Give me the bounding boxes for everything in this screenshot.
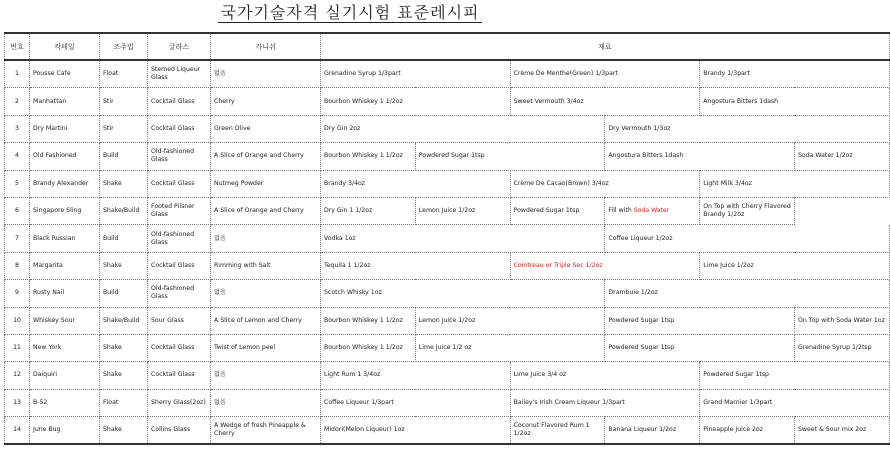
cell-ingredient: Lime Juice 1/2oz (700, 252, 890, 279)
header-garnish: 가니쉬 (211, 33, 321, 60)
cell-method: Float (100, 389, 148, 416)
cell-name: Dry Martini (30, 115, 100, 142)
cell-no: 5 (5, 170, 30, 197)
table-row (5, 334, 890, 361)
cell-name: Brandy Alexander (30, 170, 100, 197)
cell-glass: Cocktail Glass (148, 362, 211, 389)
cell-ingredient: Dry Vermouth 1/3oz (605, 115, 889, 142)
cell-ingredient: Sweet Vermouth 3/4oz (510, 88, 700, 115)
cell-glass: Old-fashioned Glass (148, 280, 211, 307)
cell-ingredient: Bourbon Whiskey 1 1/2oz (321, 88, 511, 115)
cell-glass: Stemed Liqueur Glass (148, 60, 211, 88)
cell-garnish: Green Olive (211, 115, 321, 142)
cell-name: Old Fashioned (30, 143, 100, 170)
cell-name: B-52 (30, 389, 100, 416)
cell-ingredient: Crème De Cacao(Brown) 3/4oz (510, 170, 700, 197)
cell-glass: Cocktail Glass (148, 88, 211, 115)
cell-method: Build (100, 143, 148, 170)
cell-name: Whiskey Sour (30, 307, 100, 334)
cell-glass: Sour Glass (148, 307, 211, 334)
cell-name: Pousse Cafe (30, 60, 100, 88)
cell-glass: Footed Pilsner Glass (148, 197, 211, 224)
recipe-table (4, 32, 890, 445)
table-row (5, 197, 890, 224)
cell-no: 3 (5, 115, 30, 142)
cell-ingredient: Pineapple Juice 2oz (700, 417, 795, 445)
cell-name: Margarita (30, 252, 100, 279)
cell-no: 7 (5, 225, 30, 252)
cell-no: 9 (5, 280, 30, 307)
cell-ingredient: Coffee Liqueur 1/3part (321, 389, 511, 416)
cell-ingredient: Bourbon Whiskey 1 1/2oz (321, 334, 416, 361)
table-row (5, 307, 890, 334)
header-name: 칵테일 (30, 33, 100, 60)
header-method: 조주법 (100, 33, 148, 60)
cell-ingredient: Powdered Sugar 1tsp (415, 143, 605, 170)
cell-ingredient: Coffee Liqueur 1/2oz (605, 225, 889, 252)
cell-no: 13 (5, 389, 30, 416)
cell-ingredient: Scotch Whisky 1oz (321, 280, 605, 307)
cell-no: 8 (5, 252, 30, 279)
cell-ingredient: Soda Water 1/2oz (794, 143, 889, 170)
header-row (5, 33, 890, 60)
cell-glass: Old-fashioned Glass (148, 143, 211, 170)
cell-ingredient: Grand Marnier 1/3part (700, 389, 890, 416)
cell-ingredient: On Top with Cherry Flavored Brandy 1/2oz (700, 197, 795, 224)
cell-ingredient: Drambuie 1/2oz (605, 280, 889, 307)
cell-ingredient: Bailey's Irish Cream Liqueur 1/3part (510, 389, 700, 416)
cell-no: 10 (5, 307, 30, 334)
cell-ingredient: Powdered Sugar 1tsp (605, 307, 795, 334)
cell-garnish: 없음 (211, 225, 321, 252)
cell-method: Build (100, 280, 148, 307)
cell-glass: Old-fashioned Glass (148, 225, 211, 252)
cell-ingredient: Powdered Sugar 1tsp (510, 197, 605, 224)
cell-garnish: A Slice of Lemon and Cherry (211, 307, 321, 334)
cell-ingredient: Lemon Juice 1/2oz (415, 307, 605, 334)
cell-ingredient: Vodka 1oz (321, 225, 605, 252)
cell-ingredient: Fill with Soda Water (605, 197, 700, 224)
cell-ingredient: Bourbon Whiskey 1 1/2oz (321, 307, 416, 334)
cell-no: 1 (5, 60, 30, 88)
cell-ingredient: Grenadine Syrup 1/3part (321, 60, 511, 88)
cell-ingredient: On Top with Soda Water 1oz (794, 307, 889, 334)
cell-glass: Cocktail Glass (148, 334, 211, 361)
cell-method: Stir (100, 88, 148, 115)
cell-ingredient: Bourbon Whiskey 1 1/2oz (321, 143, 416, 170)
header-glass: 글라스 (148, 33, 211, 60)
cell-garnish: A Slice of Orange and Cherry (211, 197, 321, 224)
cell-no: 2 (5, 88, 30, 115)
cell-ingredient: Tequila 1 1/2oz (321, 252, 511, 279)
cell-name: Rusty Nail (30, 280, 100, 307)
cell-ingredient: Brandy 3/4oz (321, 170, 511, 197)
table-row (5, 60, 890, 88)
table-row (5, 88, 890, 115)
cell-ingredient: Lime Juice 1/2 oz (415, 334, 605, 361)
cell-method: Shake (100, 334, 148, 361)
cell-glass: Sherry Glass(2oz) (148, 389, 211, 416)
cell-garnish: A Slice of Orange and Cherry (211, 143, 321, 170)
cell-method: Shake (100, 362, 148, 389)
cell-garnish: A Wedge of fresh Pineapple & Cherry (211, 417, 321, 445)
table-row (5, 389, 890, 416)
table-row (5, 143, 890, 170)
cell-no: 6 (5, 197, 30, 224)
table-row (5, 170, 890, 197)
cell-method: Build (100, 225, 148, 252)
cell-ingredient: Sweet & Sour mix 2oz (794, 417, 889, 445)
cell-method: Shake/Build (100, 197, 148, 224)
cell-name: Singapore Sling (30, 197, 100, 224)
cell-ingredient: Crème De Menthe(Green) 1/3part (510, 60, 700, 88)
header-no: 번호 (5, 33, 30, 60)
cell-glass: Collins Glass (148, 417, 211, 445)
cell-ingredient: Light Rum 1 3/4oz (321, 362, 511, 389)
page-title: 국가기술자격 실기시험 표준레시피 (220, 3, 480, 22)
cell-ingredient: Midori(Melon Liqueur) 1oz (321, 417, 511, 445)
cell-glass: Cocktail Glass (148, 252, 211, 279)
cell-garnish: Rimming with Salt (211, 252, 321, 279)
cell-garnish: Cherry (211, 88, 321, 115)
cell-no: 14 (5, 417, 30, 445)
cell-no: 11 (5, 334, 30, 361)
cell-ingredient: Banana Liqueur 1/2oz (605, 417, 700, 445)
cell-method: Shake/Build (100, 307, 148, 334)
cell-name: Black Russian (30, 225, 100, 252)
table-row (5, 362, 890, 389)
cell-no: 12 (5, 362, 30, 389)
cell-method: Stir (100, 115, 148, 142)
table-row (5, 225, 890, 252)
table-row (5, 417, 890, 445)
cell-garnish: 없음 (211, 280, 321, 307)
cell-garnish: 없음 (211, 389, 321, 416)
cell-ingredient: Powdered Sugar 1tsp (700, 362, 890, 389)
cell-ingredient: Angostura Bitters 1dash (605, 143, 795, 170)
table-row (5, 115, 890, 142)
cell-name: Daiquiri (30, 362, 100, 389)
cell-garnish: Nutmeg Powder (211, 170, 321, 197)
cell-ingredient: Dry Gin 2oz (321, 115, 605, 142)
cell-garnish: 없음 (211, 362, 321, 389)
cell-ingredient: Coconut Flavored Rum 1 1/2oz (510, 417, 605, 445)
table-row (5, 280, 890, 307)
cell-garnish: Twist of Lemon peel (211, 334, 321, 361)
cell-no: 4 (5, 143, 30, 170)
cell-method: Float (100, 60, 148, 88)
cell-method: Shake (100, 417, 148, 445)
cell-method: Shake (100, 170, 148, 197)
cell-ingredient: Grenadine Syrup 1/2tsp (794, 334, 889, 361)
cell-method: Shake (100, 252, 148, 279)
cell-glass: Cocktail Glass (148, 170, 211, 197)
cell-name: Manhattan (30, 88, 100, 115)
table-row (5, 252, 890, 279)
cell-name: June Bug (30, 417, 100, 445)
cell-ingredient: Lime Juice 3/4 oz (510, 362, 700, 389)
cell-ingredient: Angostura Bitters 1dash (700, 88, 890, 115)
cell-ingredient: Dry Gin 1 1/2oz (321, 197, 416, 224)
cell-ingredient: Light Milk 3/4oz (700, 170, 890, 197)
header-ingredients: 재료 (321, 33, 890, 60)
cell-garnish: 없음 (211, 60, 321, 88)
cell-ingredient: Lemon Juice 1/2oz (415, 197, 510, 224)
cell-name: New York (30, 334, 100, 361)
cell-ingredient: Powdered Sugar 1tsp (605, 334, 795, 361)
cell-ingredient: Cointreau or Triple Sec 1/2oz (510, 252, 700, 279)
cell-glass: Cocktail Glass (148, 115, 211, 142)
cell-ingredient: Brandy 1/3part (700, 60, 890, 88)
